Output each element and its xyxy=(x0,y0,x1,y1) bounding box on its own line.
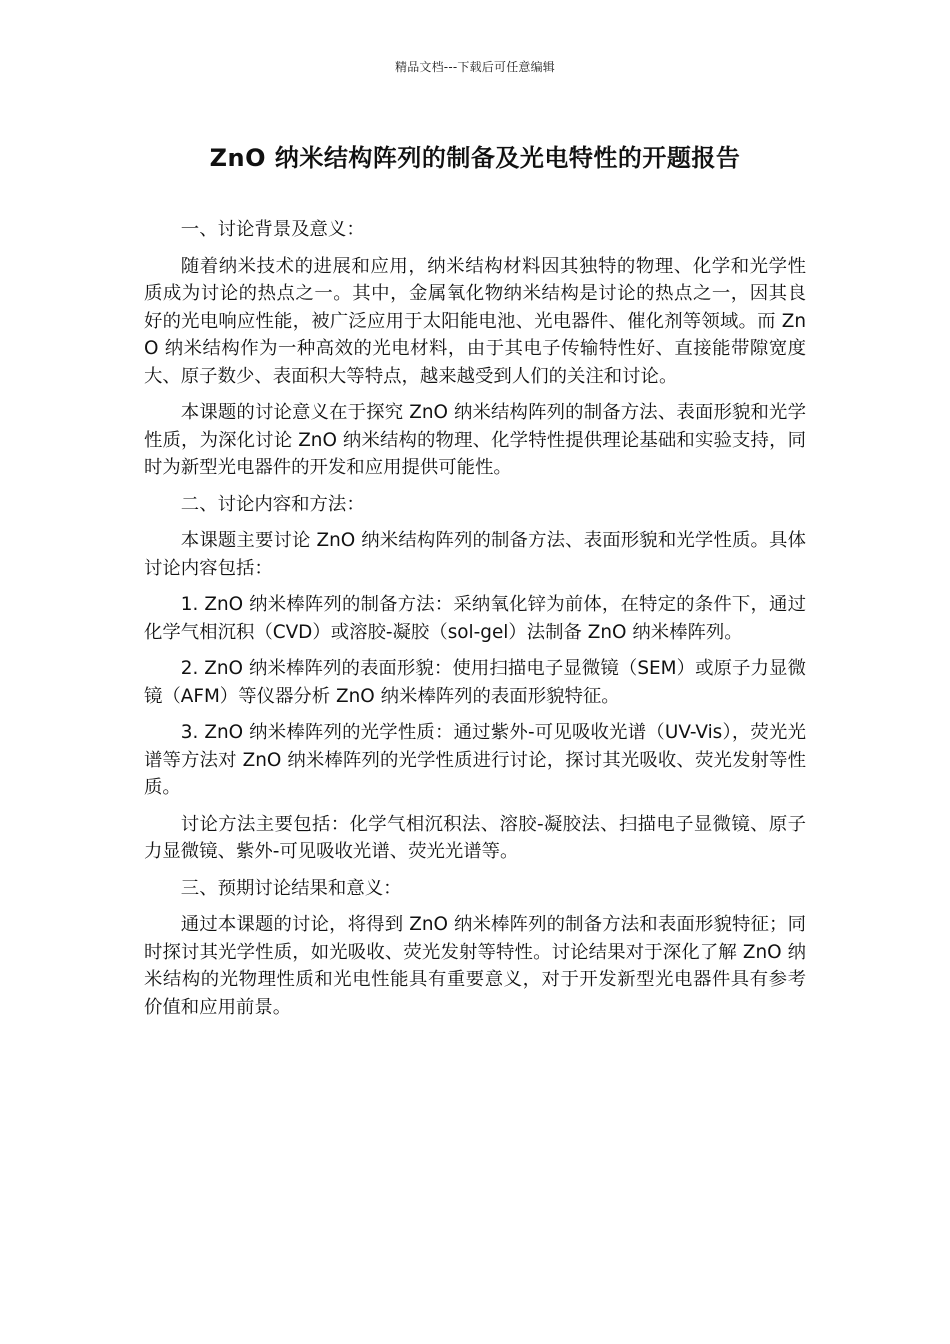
section-background xyxy=(144,216,806,482)
paragraph: 本课题主要讨论 ZnO 纳米结构阵列的制备方法、表面形貌和光学性质。具体讨论内容包括： xyxy=(144,530,806,579)
document-title: ZnO 纳米结构阵列的制备及光电特性的开题报告 xyxy=(209,144,741,172)
section-heading: 一、讨论背景及意义： xyxy=(180,219,365,240)
page-header-watermark: 精品文档---下载后可任意编辑 xyxy=(395,60,555,74)
list-item: 2. ZnO 纳米棒阵列的表面形貌：使用扫描电子显微镜（SEM）或原子力显微镜（AFM）等仪器分析 ZnO 纳米棒阵列的表面形貌特征。 xyxy=(144,658,806,707)
paragraph: 随着纳米技术的进展和应用，纳米结构材料因其独特的物理、化学和光学性质成为讨论的热点之一。其中，金属氧化物纳米结构是讨论的热点之一，因其良好的光电响应性能，被广泛应用于太阳能电池、光电器件、催化剂等领域。而 ZnO 纳米结构作为一种高效的光电材料，由于其电子传输特性好、直接能带隙宽度大、原子数少、表面积大等特点，越来越受到人们的关注和讨论。 xyxy=(144,255,806,387)
section-heading: 二、讨论内容和方法： xyxy=(180,493,365,515)
section-content-methods xyxy=(144,491,806,866)
document-body xyxy=(144,216,806,1030)
paragraph: 讨论方法主要包括：化学气相沉积法、溶胶-凝胶法、扫描电子显微镜、原子力显微镜、紫外-可见吸收光谱、荧光光谱等。 xyxy=(144,813,806,862)
section-heading: 三、预期讨论结果和意义： xyxy=(180,877,402,899)
list-item: 1. ZnO 纳米棒阵列的制备方法：采纳氧化锌为前体，在特定的条件下，通过化学气相沉积（CVD）或溶胶-凝胶（sol-gel）法制备 ZnO 纳米棒阵列。 xyxy=(144,594,806,643)
paragraph: 通过本课题的讨论，将得到 ZnO 纳米棒阵列的制备方法和表面形貌特征；同时探讨其光学性质，如光吸收、荧光发射等特性。讨论结果对于深化了解 ZnO 纳米结构的光物理性质和光电性能具有重要意义，对于开发新型光电器件具有参考价值和应用前景。 xyxy=(144,914,806,1018)
section-expected-results xyxy=(144,875,806,1022)
paragraph: 本课题的讨论意义在于探究 ZnO 纳米结构阵列的制备方法、表面形貌和光学性质，为深化讨论 ZnO 纳米结构的物理、化学特性提供理论基础和实验支持，同时为新型光电器件的开发和应用提供可能性。 xyxy=(144,402,806,478)
list-item: 3. ZnO 纳米棒阵列的光学性质：通过紫外-可见吸收光谱（UV-Vis），荧光光谱等方法对 ZnO 纳米棒阵列的光学性质进行讨论，探讨其光吸收、荧光发射等性质。 xyxy=(144,722,806,798)
